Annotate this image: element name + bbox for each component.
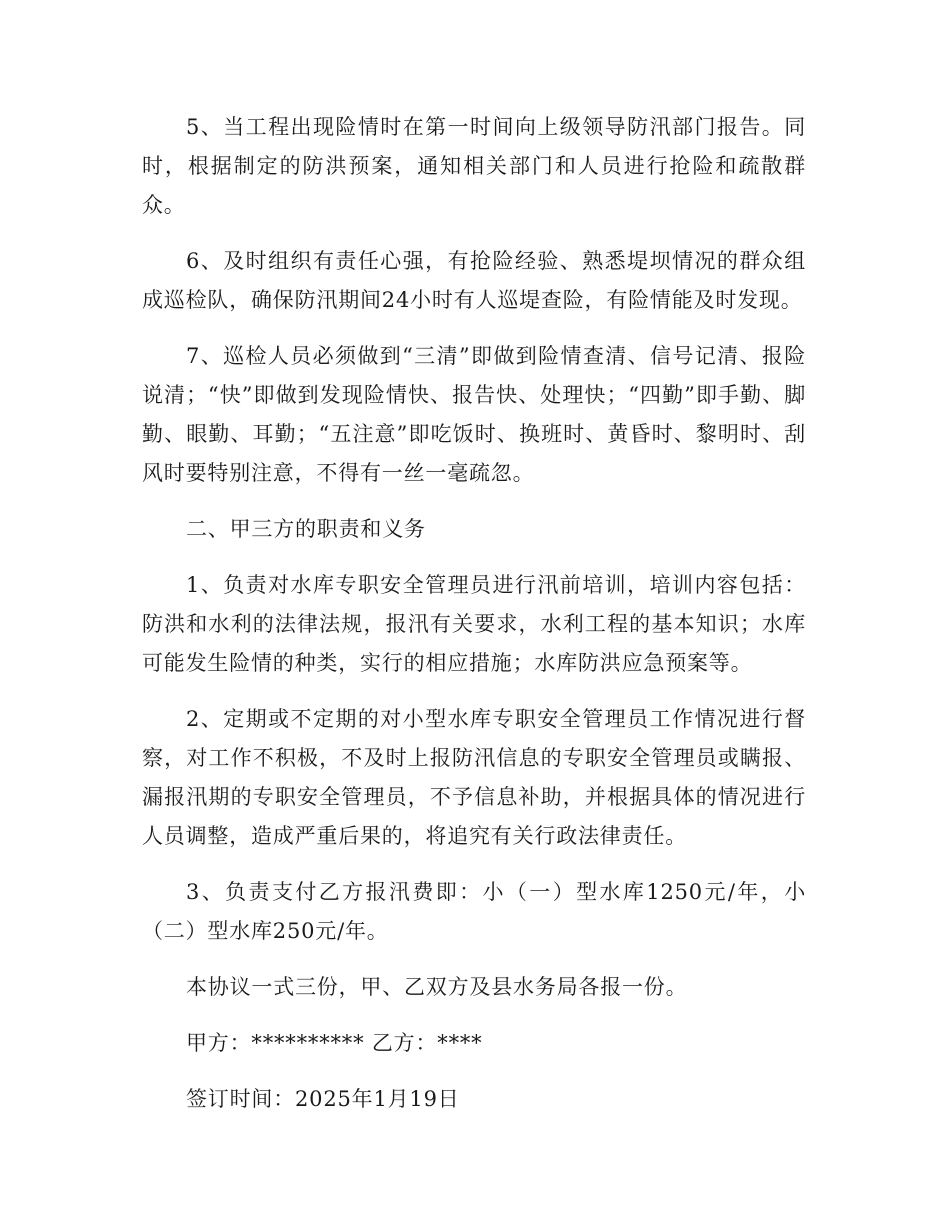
duty-item-3: 3、负责支付乙方报汛费即：小（一）型水库1250元/年，小（二）型水库250元/年。 [142,880,806,943]
signing-date-line: 签订时间：2025年1月19日 [186,1087,460,1111]
section-heading: 二、甲三方的职责和义务 [186,517,426,541]
document-body [142,108,806,1136]
duty-item-2: 2、定期或不定期的对小型水库专职安全管理员工作情况进行督察，对工作不积极，不及时上报防汛信息的专职安全管理员或瞒报、漏报汛期的专职安全管理员，不予信息补助，并根据具体的情况进行人员调整，造成严重后果的，将追究有关行政法律责任。 [142,707,806,848]
parties-line: 甲方：********** 乙方：**** [186,1031,483,1055]
copies-note: 本协议一式三份，甲、乙双方及县水务局各报一份。 [186,975,688,999]
paragraph-item-7: 7、巡检人员必须做到“三清”即做到险情查清、信号记清、报险说清；“快”即做到发现险情快、报告快、处理快；“四勤”即手勤、脚勤、眼勤、耳勤；“五注意”即吃饭时、换班时、黄昏时、黎明时、刮风时要特别注意，不得有一丝一毫疏忽。 [142,344,806,485]
paragraph-item-6: 6、及时组织有责任心强，有抢险经验、熟悉堤坝情况的群众组成巡检队，确保防汛期间24小时有人巡堤查险，有险情能及时发现。 [142,249,806,312]
duty-item-1: 1、负责对水库专职安全管理员进行汛前培训，培训内容包括：防洪和水利的法律法规，报汛有关要求，水利工程的基本知识；水库可能发生险情的种类，实行的相应措施；水库防洪应急预案等。 [142,573,806,675]
paragraph-item-5: 5、当工程出现险情时在第一时间向上级领导防汛部门报告。同时，根据制定的防洪预案，通知相关部门和人员进行抢险和疏散群众。 [142,115,806,217]
